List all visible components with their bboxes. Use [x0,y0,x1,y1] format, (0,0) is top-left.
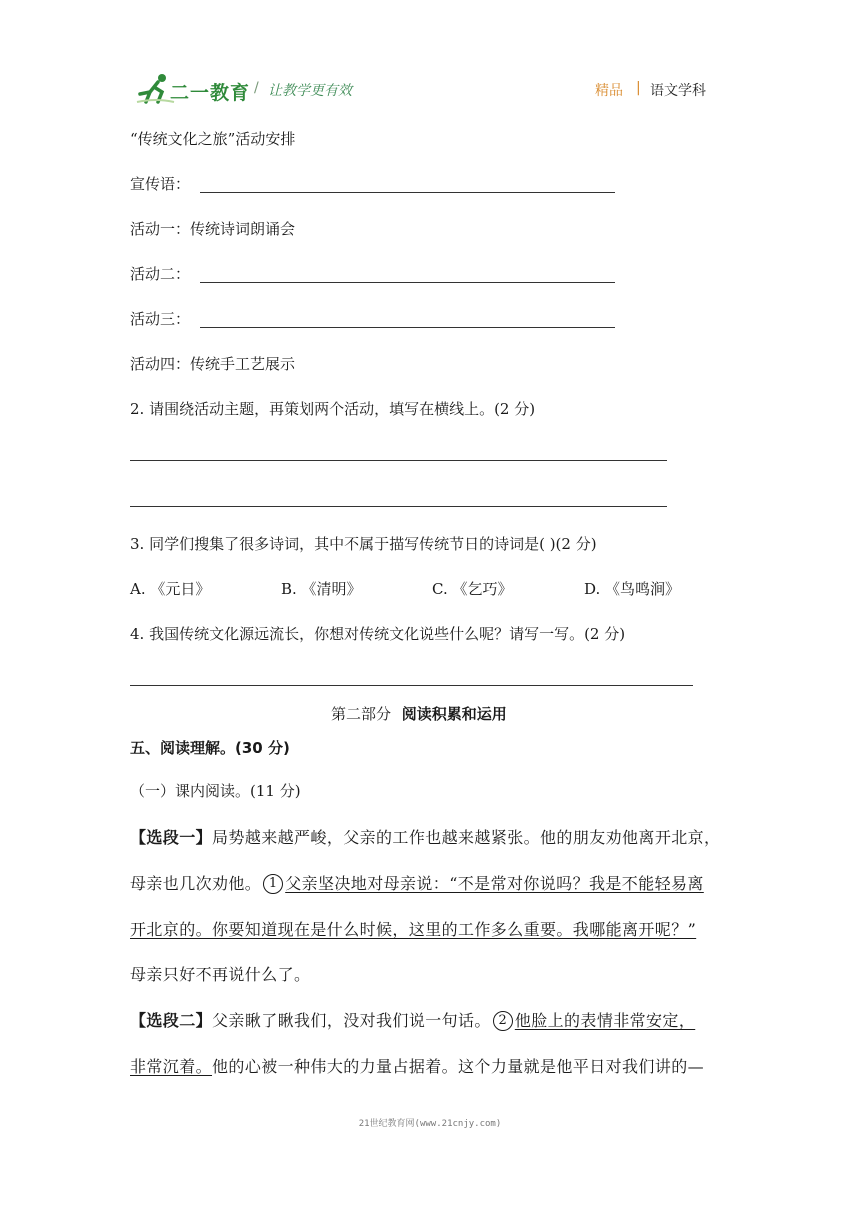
part-two-heading [331,703,507,724]
activity-three-label: 活动三： [130,310,191,328]
slogan-label: 宣传语： [130,175,191,193]
activity-two-answer-line[interactable] [200,282,615,283]
subject-tag: 语文学科 [650,83,706,99]
activity-title: “传统文化之旅”活动安排 [130,130,296,148]
q2-answer-line-2[interactable] [130,506,667,507]
question-4: 4. 我国传统文化源远流长，你想对传统文化说些什么呢？请写一写。(2 分) [130,625,626,643]
q4-answer-line[interactable] [130,685,693,686]
slogan-answer-line[interactable] [200,192,615,193]
brand-name: 二一教育 [170,82,251,104]
passage-one-line-1: 【选段一】局势越来越严峻，父亲的工作也越来越紧张。他的朋友劝他离开北京， [130,828,721,847]
part-two-title: 阅读积累和运用 [401,705,507,723]
activity-four: 活动四：传统手工艺展示 [130,355,296,373]
passage-two-line-2: 非常沉着。他的心被一种伟大的力量占据着。这个力量就是他平日对我们讲的— [130,1057,705,1076]
part-two-prefix: 第二部分 [331,705,392,723]
header-bar: | [636,80,641,96]
question-2: 2. 请围绕活动主题，再策划两个活动，填写在横线上。(2 分) [130,400,536,418]
passage-one-line-4: 母亲只好不再说什么了。 [130,965,311,984]
passage-one-line-2: 母亲也几次劝他。 1 父亲坚决地对母亲说：“不是常对你说吗？我是不能轻易离 [130,874,704,893]
option-b: B. 《清明》 [281,580,362,598]
activity-one: 活动一：传统诗词朗诵会 [130,220,296,238]
option-c: C. 《乞巧》 [432,580,513,598]
question-3: 3. 同学们搜集了很多诗词，其中不属于描写传统节日的诗词是( )(2 分) [130,535,597,553]
option-d: D. 《鸟鸣涧》 [584,580,681,598]
marker-1-icon: 1 [263,874,283,894]
option-a: A. 《元日》 [130,580,211,598]
page-footer: 21世纪教育网(www.21cnjy.com) [358,1119,502,1129]
header-separator: / [254,80,259,96]
activity-three-answer-line[interactable] [200,327,615,328]
section-five-heading: 五、阅读理解。(30 分) [130,739,290,757]
q2-answer-line-1[interactable] [130,460,667,461]
passage-one-label: 【选段一】 [130,828,213,847]
passage-two-line-1: 【选段二】父亲瞅了瞅我们，没对我们说一句话。 2 他脸上的表情非常安定， [130,1011,696,1030]
passage-one-line-3: 开北京的。你要知道现在是什么时候，这里的工作多么重要。我哪能离开呢？” [130,920,697,939]
marker-2-icon: 2 [493,1011,513,1031]
passage-two-label: 【选段二】 [130,1011,213,1030]
header-slogan: 让教学更有效 [268,83,352,99]
quality-tag: 精品 [595,83,623,99]
section-five-sub: （一）课内阅读。(11 分) [130,782,301,800]
activity-two-label: 活动二： [130,265,191,283]
